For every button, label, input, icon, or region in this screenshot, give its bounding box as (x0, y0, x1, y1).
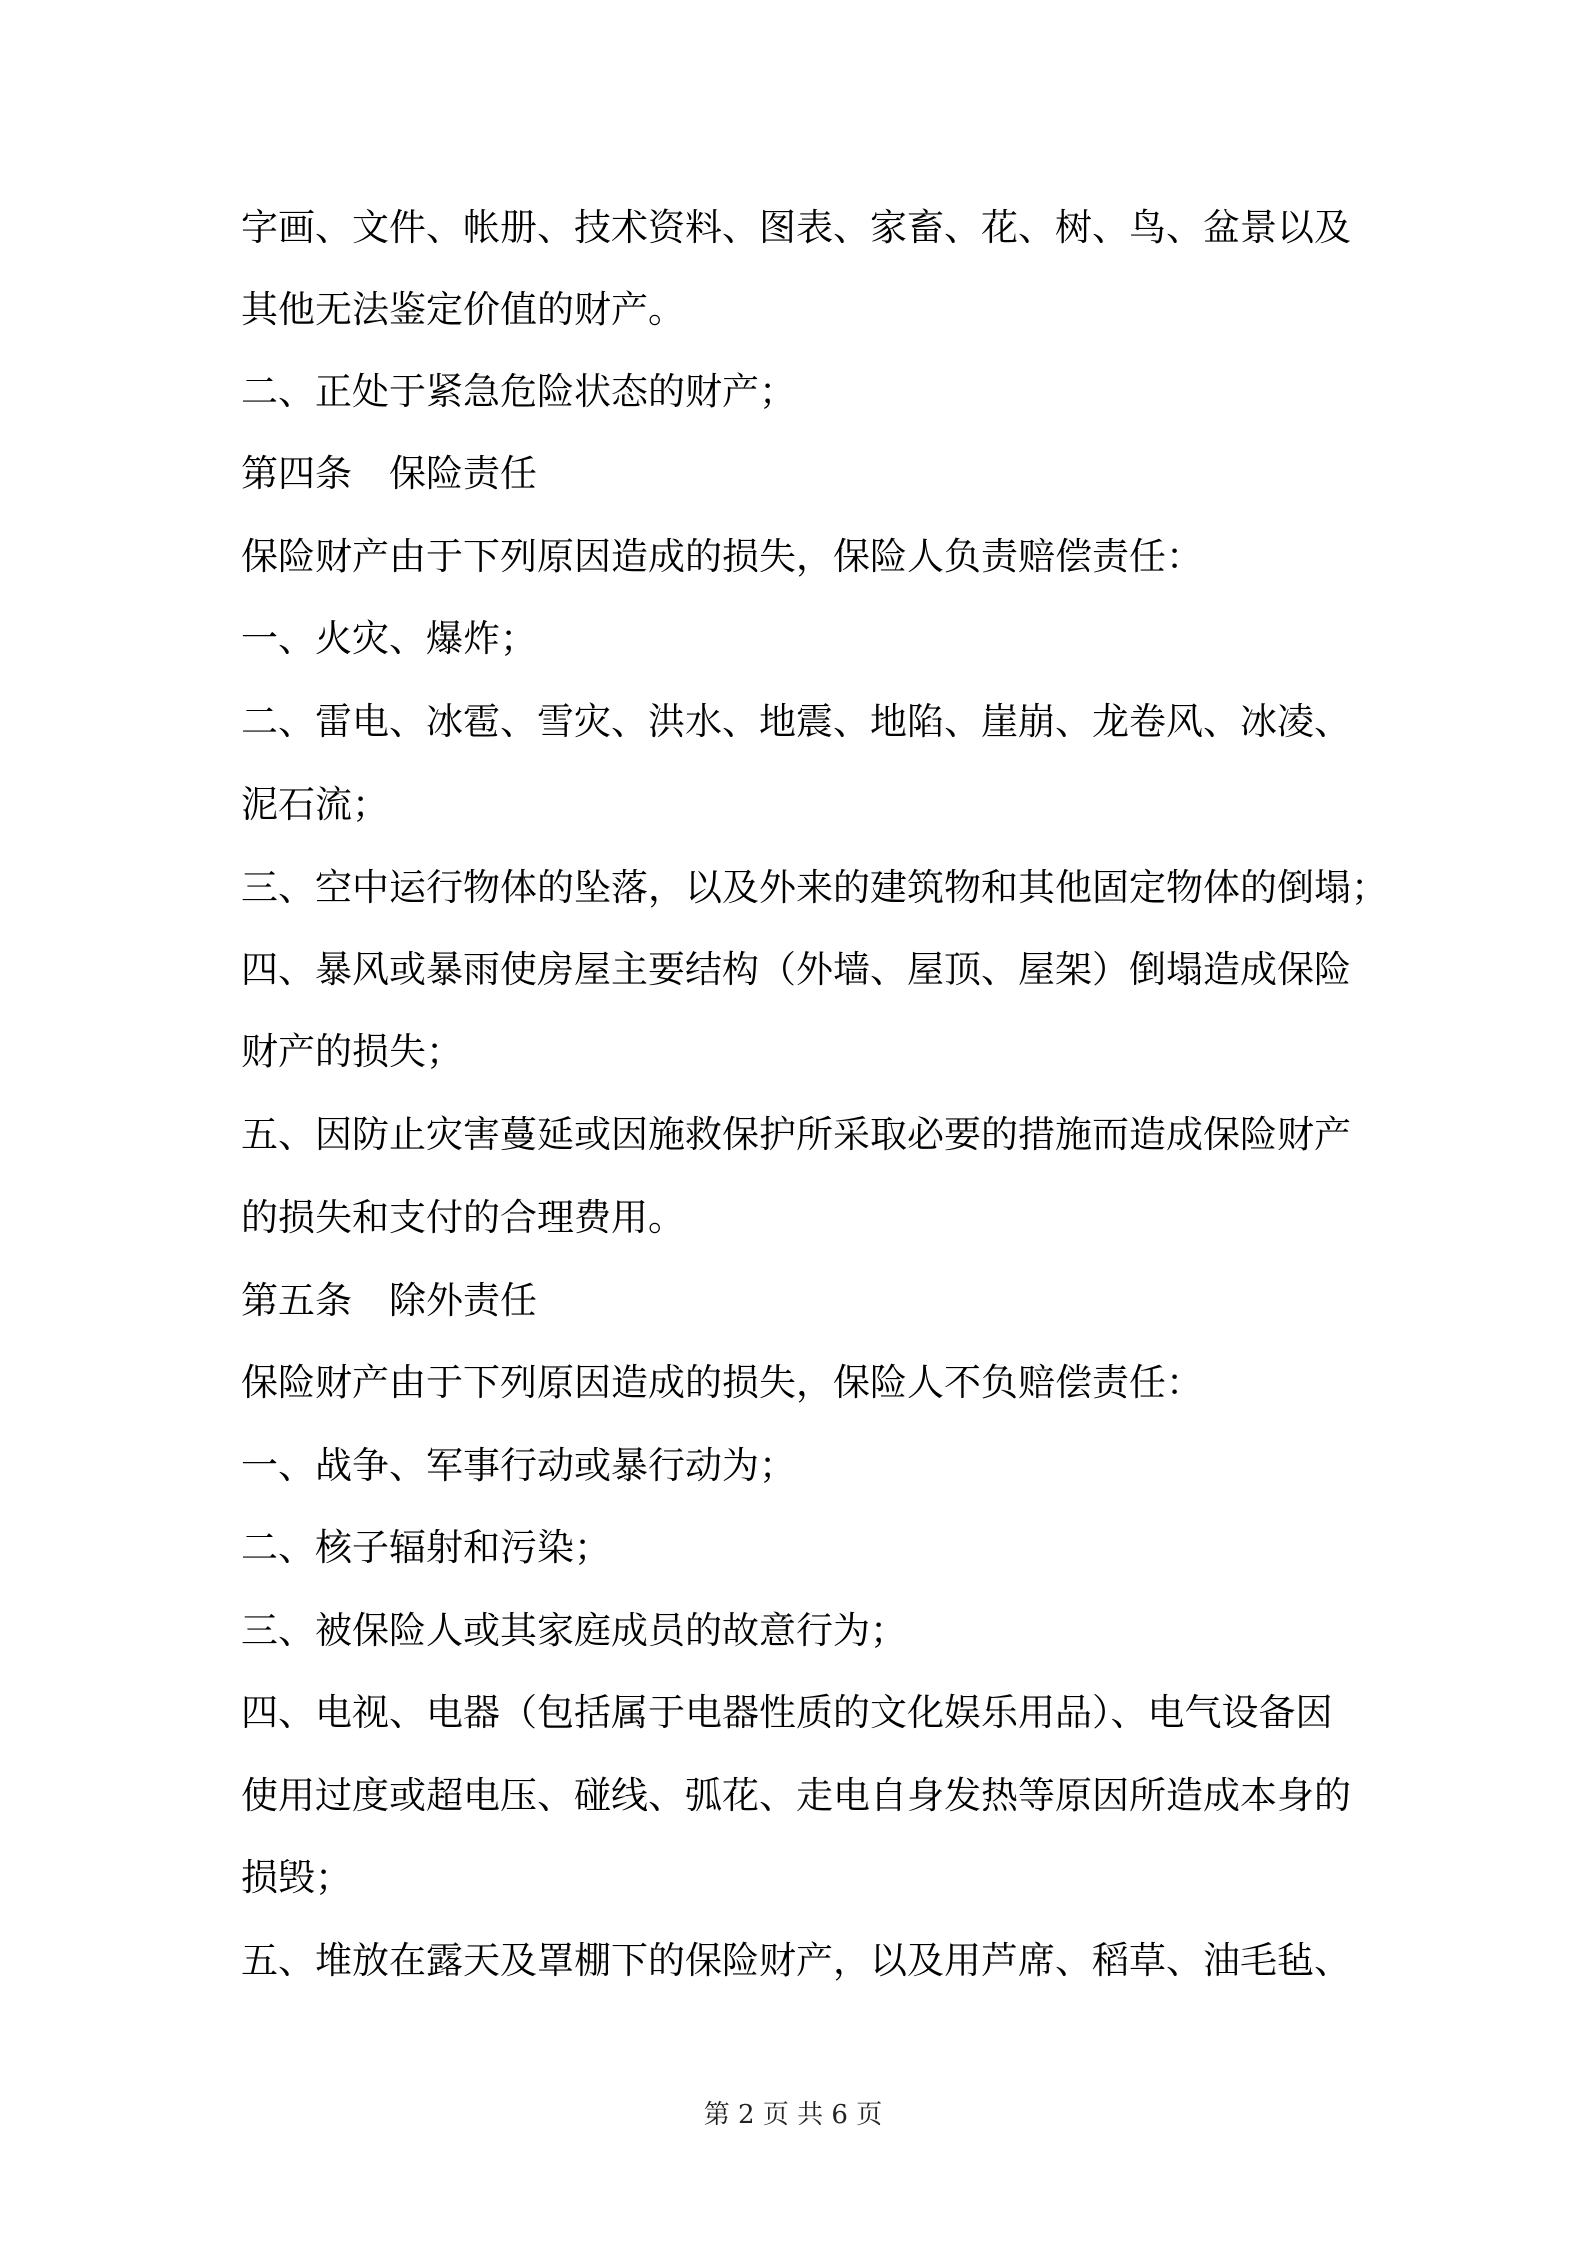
text-line: 一、火灾、爆炸； (241, 617, 537, 660)
text-line: 字画、文件、帐册、技术资料、图表、家畜、花、树、鸟、盆景以及 (241, 206, 1351, 249)
text-line: 三、空中运行物体的坠落，以及外来的建筑物和其他固定物体的倒塌； (241, 866, 1388, 909)
text-line: 财产的损失； (241, 1030, 463, 1073)
text-line: 四、电视、电器（包括属于电器性质的文化娱乐用品）、电气设备因 (241, 1691, 1333, 1734)
page-number-footer: 第 2 页 共 6 页 (703, 2100, 883, 2130)
text-line: 五、堆放在露天及罩棚下的保险财产，以及用芦席、稻草、油毛毡、 (241, 1939, 1351, 1982)
section-heading: 第四条 保险责任 (241, 452, 537, 495)
text-line: 二、正处于紧急危险状态的财产； (241, 370, 796, 413)
text-line: 四、暴风或暴雨使房屋主要结构（外墙、屋顶、屋架）倒塌造成保险 (241, 948, 1351, 991)
text-line: 二、核子辐射和污染； (241, 1526, 611, 1569)
text-line: 泥石流； (241, 783, 389, 826)
text-line: 三、被保险人或其家庭成员的故意行为； (241, 1609, 907, 1652)
text-line: 保险财产由于下列原因造成的损失，保险人不负赔偿责任： (241, 1361, 1203, 1404)
text-line: 二、雷电、冰雹、雪灾、洪水、地震、地陷、崖崩、龙卷风、冰凌、 (241, 700, 1351, 743)
text-line: 其他无法鉴定价值的财产。 (241, 288, 685, 331)
text-line: 一、战争、军事行动或暴行动为； (241, 1444, 796, 1487)
text-line: 的损失和支付的合理费用。 (241, 1196, 685, 1239)
text-line: 使用过度或超电压、碰线、弧花、走电自身发热等原因所造成本身的 (241, 1774, 1351, 1817)
text-line: 保险财产由于下列原因造成的损失，保险人负责赔偿责任： (241, 535, 1203, 578)
section-heading: 第五条 除外责任 (241, 1279, 537, 1322)
text-line: 五、因防止灾害蔓延或因施救保护所采取必要的措施而造成保险财产 (241, 1113, 1351, 1156)
text-line: 损毁； (241, 1856, 352, 1899)
